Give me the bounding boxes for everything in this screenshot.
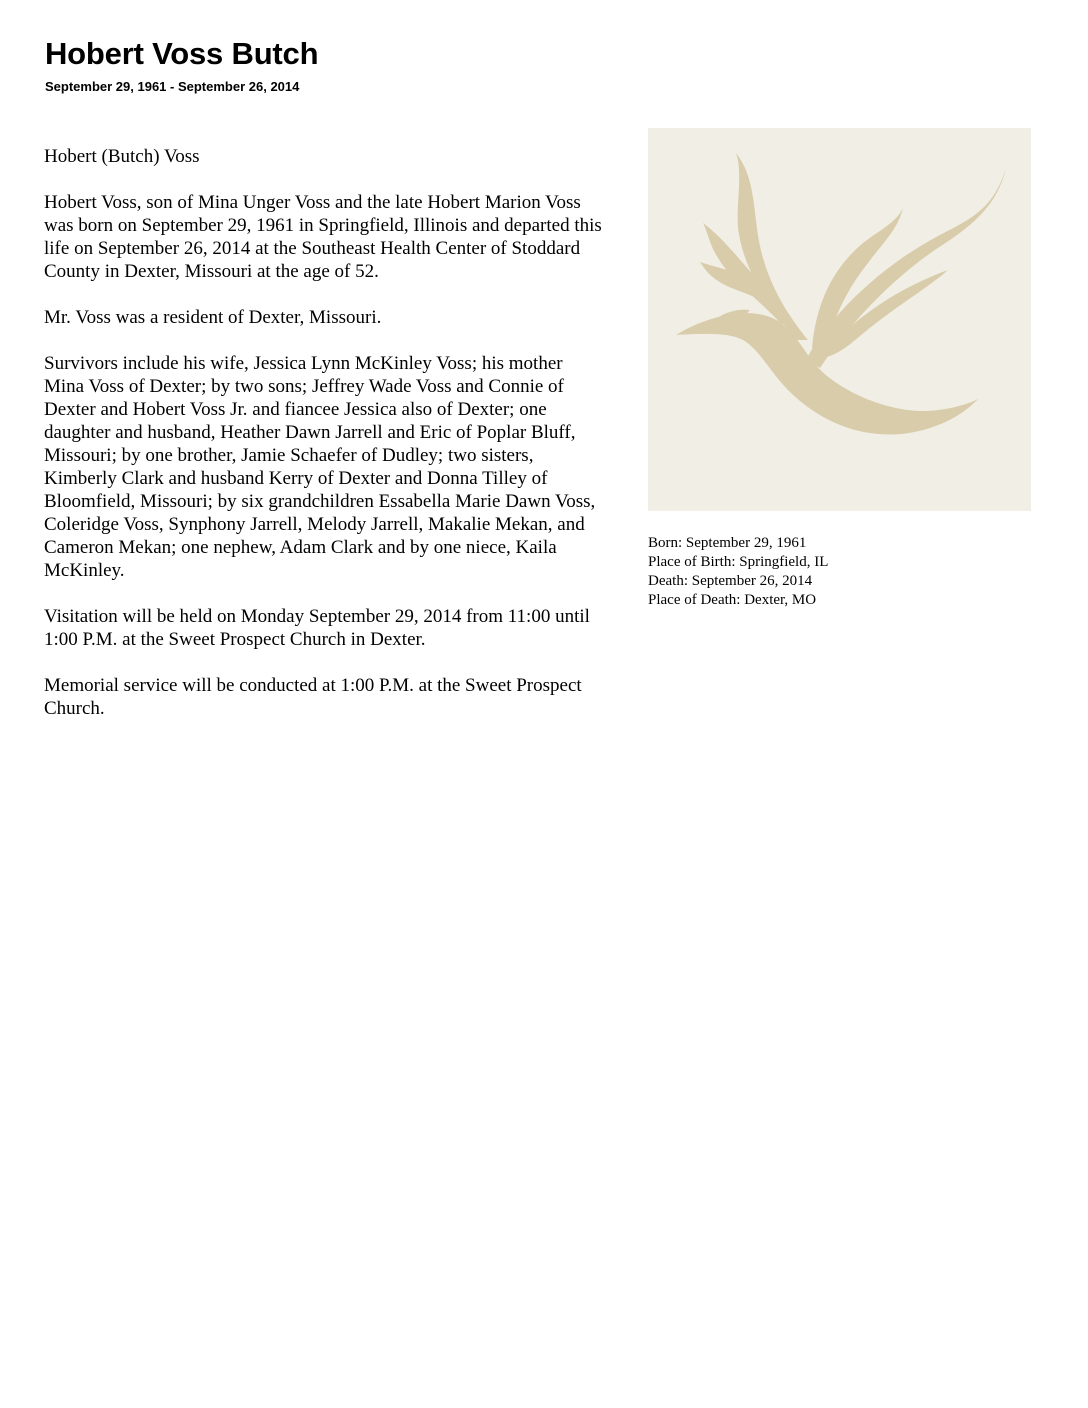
obituary-paragraph: Memorial service will be conducted at 1:00 P.M. at the Sweet Prospect Church. xyxy=(44,675,582,719)
deceased-name: Hobert Voss Butch xyxy=(45,36,319,71)
obituary-paragraph: Visitation will be held on Monday September 29, 2014 from 11:00 until 1:00 P.M. at the Sweet Prospect Church in Dexter. xyxy=(44,606,590,650)
death-date: Death: September 26, 2014 xyxy=(648,573,813,589)
obituary-header xyxy=(45,36,1045,95)
vital-facts xyxy=(648,534,1048,610)
birth-place: Place of Birth: Springfield, IL xyxy=(648,554,829,570)
obituary-paragraph: Hobert Voss, son of Mina Unger Voss and the late Hobert Marion Voss was born on September 29, 1961 in Springfield, Illinois and departed this life on September 26, 2014 at the Southeast Health Center of Stoddard County in Dexter, Missouri at the age of 52. xyxy=(44,192,602,282)
death-place: Place of Death: Dexter, MO xyxy=(648,592,817,608)
life-dates: September 29, 1961 - September 26, 2014 xyxy=(45,79,300,94)
dove-icon xyxy=(648,128,1031,511)
obituary-paragraph: Hobert (Butch) Voss xyxy=(44,146,200,167)
memorial-photo xyxy=(648,128,1031,511)
obituary-text xyxy=(44,145,604,743)
obituary-paragraph: Mr. Voss was a resident of Dexter, Missouri. xyxy=(44,307,382,328)
born-date: Born: September 29, 1961 xyxy=(648,535,807,551)
obituary-paragraph: Survivors include his wife, Jessica Lynn McKinley Voss; his mother Mina Voss of Dexter; by two sons; Jeffrey Wade Voss and Connie of Dexter and Hobert Voss Jr. and fiancee Jessica also of Dexter; one daughter and husband, Heather Dawn Jarrell and Eric of Poplar Bluff, Missouri; by one brother, Jamie Schaefer of Dudley; two sisters, Kimberly Clark and husband Kerry of Dexter and Donna Tilley of Bloomfield, Missouri; by six grandchildren Essabella Marie Dawn Voss, Coleridge Voss, Synphony Jarrell, Melody Jarrell, Makalie Mekan, and Cameron Mekan; one nephew, Adam Clark and by one niece, Kaila McKinley. xyxy=(44,353,596,581)
